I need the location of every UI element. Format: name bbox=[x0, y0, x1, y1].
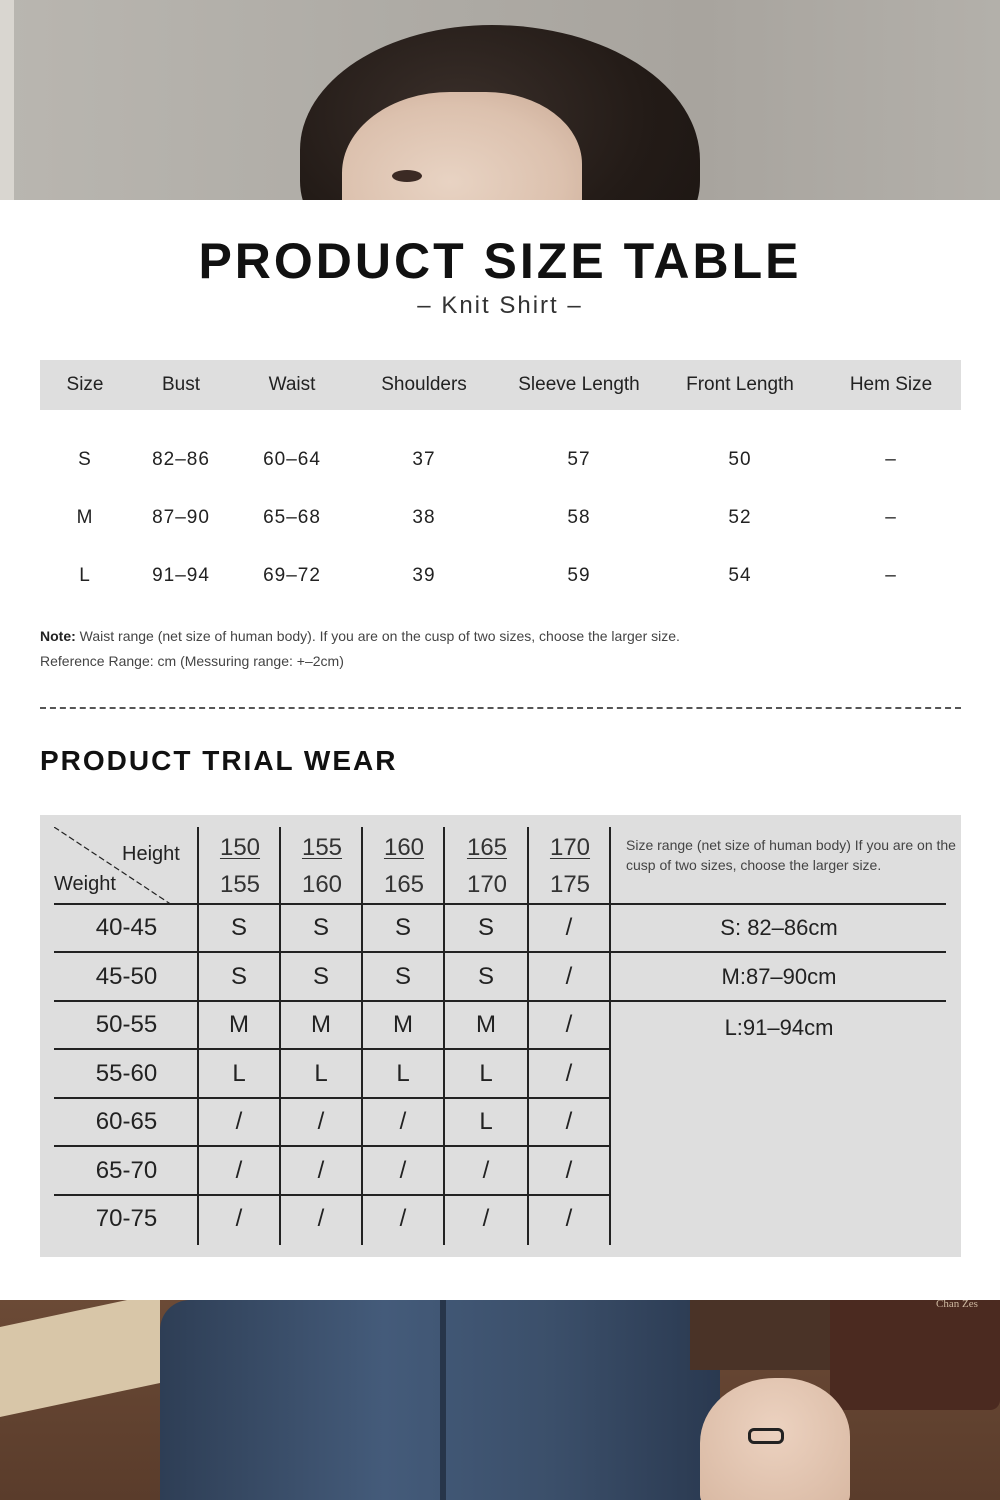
size-recommendation: S bbox=[312, 963, 329, 990]
bust-cell: 87–90 bbox=[152, 507, 210, 528]
sleeve-length-cell: 57 bbox=[567, 449, 591, 470]
bust-cell: 91–94 bbox=[152, 565, 210, 586]
size-recommendation: / bbox=[482, 1205, 490, 1232]
height-to: 165 bbox=[383, 871, 425, 898]
size-recommendation: / bbox=[565, 1157, 573, 1184]
waist-cell: 65–68 bbox=[263, 507, 321, 528]
size-table-header bbox=[40, 360, 961, 410]
jeans-seam bbox=[440, 1300, 446, 1500]
size-recommendation: S bbox=[312, 914, 329, 941]
model-eye bbox=[392, 170, 422, 182]
column-header-hem-size: Hem Size bbox=[849, 374, 933, 395]
size-recommendation: S bbox=[394, 963, 411, 990]
size-recommendation: / bbox=[399, 1108, 407, 1135]
model-photo-bottom bbox=[0, 1300, 1000, 1500]
size-recommendation: / bbox=[565, 963, 573, 990]
sleeve-length-cell: 58 bbox=[567, 507, 591, 528]
shoulders-cell: 38 bbox=[412, 507, 436, 528]
hem-size-cell: – bbox=[885, 507, 897, 528]
hem-size-cell: – bbox=[885, 565, 897, 586]
weight-label: 40-45 bbox=[95, 914, 158, 941]
corner-weight-label: Weight bbox=[54, 873, 116, 895]
leather-bag bbox=[830, 1300, 1000, 1410]
size-recommendation: L bbox=[232, 1060, 246, 1087]
sweater-sleeve bbox=[690, 1300, 850, 1370]
model-photo-top bbox=[0, 0, 1000, 200]
size-recommendation: / bbox=[317, 1205, 325, 1232]
note-line bbox=[40, 624, 680, 649]
sleeve-length-cell: 59 bbox=[567, 565, 591, 586]
bust-range-m: M:87–90cm bbox=[721, 964, 837, 989]
size-recommendation: M bbox=[393, 1011, 413, 1038]
size-recommendation: L bbox=[479, 1060, 493, 1087]
size-recommendation: M bbox=[476, 1011, 496, 1038]
shoulders-cell: 37 bbox=[412, 449, 436, 470]
size-range-note: Size range (net size of human body) If you are on the cusp of two sizes, choose the larger size. bbox=[626, 837, 956, 873]
size-recommendation: / bbox=[235, 1157, 243, 1184]
grid-vline bbox=[609, 827, 611, 1245]
column-header-bust: Bust bbox=[161, 374, 201, 395]
weight-label: 60-65 bbox=[95, 1108, 158, 1135]
size-recommendation: S bbox=[394, 914, 411, 941]
size-cell: S bbox=[78, 449, 92, 470]
section-divider bbox=[40, 707, 961, 709]
ring bbox=[748, 1428, 784, 1444]
size-recommendation: S bbox=[230, 914, 247, 941]
size-recommendation: / bbox=[235, 1108, 243, 1135]
height-to: 155 bbox=[219, 871, 261, 898]
size-cell: M bbox=[76, 507, 94, 528]
note-label: Note: bbox=[40, 628, 76, 644]
size-chart-panel bbox=[0, 200, 1000, 1300]
height-header bbox=[445, 829, 529, 903]
waist-cell: 69–72 bbox=[263, 565, 321, 586]
waist-cell: 60–64 bbox=[263, 449, 321, 470]
height-to: 160 bbox=[301, 871, 343, 898]
column-header-shoulders: Shoulders bbox=[381, 374, 467, 395]
size-recommendation: / bbox=[317, 1108, 325, 1135]
bag-brand-text: Chan Zes bbox=[936, 1300, 978, 1310]
height-header bbox=[363, 829, 445, 903]
size-recommendation: / bbox=[317, 1157, 325, 1184]
front-length-cell: 52 bbox=[728, 507, 752, 528]
height-header bbox=[199, 829, 281, 903]
height-from: 155 bbox=[301, 834, 343, 861]
hem-size-cell: – bbox=[885, 449, 897, 470]
height-header bbox=[281, 829, 363, 903]
bust-range-l: L:91–94cm bbox=[724, 1015, 834, 1040]
size-recommendation: / bbox=[565, 1011, 573, 1038]
bust-range-s: S: 82–86cm bbox=[720, 915, 838, 940]
size-recommendation: / bbox=[482, 1157, 490, 1184]
corner-height-label: Height bbox=[122, 843, 180, 865]
height-header bbox=[529, 829, 611, 903]
front-length-cell: 54 bbox=[728, 565, 752, 586]
height-from: 150 bbox=[219, 834, 261, 861]
size-recommendation: L bbox=[479, 1108, 493, 1135]
wall-edge bbox=[0, 0, 14, 200]
page-title: PRODUCT SIZE TABLE bbox=[198, 233, 802, 289]
weight-label: 50-55 bbox=[95, 1011, 158, 1038]
column-header-size: Size bbox=[66, 374, 104, 395]
bust-cell: 82–86 bbox=[152, 449, 210, 470]
weight-label: 55-60 bbox=[95, 1060, 158, 1087]
reference-range: Reference Range: cm (Messuring range: +–2cm) bbox=[40, 653, 344, 669]
size-recommendation: / bbox=[235, 1205, 243, 1232]
page-subtitle: – Knit Shirt – bbox=[417, 292, 583, 319]
size-recommendation: M bbox=[311, 1011, 331, 1038]
weight-label: 65-70 bbox=[95, 1157, 158, 1184]
size-recommendation: S bbox=[477, 914, 494, 941]
column-header-front-length: Front Length bbox=[686, 374, 794, 395]
height-from: 170 bbox=[549, 834, 591, 861]
open-book bbox=[0, 1300, 160, 1417]
trial-wear-title: PRODUCT TRIAL WEAR bbox=[40, 745, 398, 776]
size-recommendation: / bbox=[399, 1205, 407, 1232]
size-recommendation: / bbox=[399, 1157, 407, 1184]
note-text: Waist range (net size of human body). If you are on the cusp of two sizes, choose the larger size. bbox=[75, 628, 680, 644]
size-recommendation: L bbox=[314, 1060, 328, 1087]
weight-label: 45-50 bbox=[95, 963, 158, 990]
front-length-cell: 50 bbox=[728, 449, 752, 470]
height-from: 165 bbox=[466, 834, 508, 861]
size-recommendation: / bbox=[565, 1205, 573, 1232]
height-from: 160 bbox=[383, 834, 425, 861]
shoulders-cell: 39 bbox=[412, 565, 436, 586]
size-table-row bbox=[40, 556, 961, 596]
column-header-waist: Waist bbox=[268, 374, 316, 395]
height-to: 175 bbox=[549, 871, 591, 898]
size-cell: L bbox=[79, 565, 91, 586]
size-recommendation: S bbox=[230, 963, 247, 990]
size-recommendation: M bbox=[229, 1011, 249, 1038]
weight-label: 70-75 bbox=[95, 1205, 158, 1232]
size-recommendation: / bbox=[565, 914, 573, 941]
column-header-sleeve-length: Sleeve Length bbox=[518, 374, 640, 395]
size-recommendation: / bbox=[565, 1060, 573, 1087]
size-table-row bbox=[40, 498, 961, 538]
height-to: 170 bbox=[466, 871, 508, 898]
trial-wear-table bbox=[40, 815, 961, 1257]
size-table-row bbox=[40, 440, 961, 480]
size-recommendation: / bbox=[565, 1108, 573, 1135]
size-note bbox=[40, 624, 680, 674]
size-recommendation: S bbox=[477, 963, 494, 990]
size-recommendation: L bbox=[396, 1060, 410, 1087]
